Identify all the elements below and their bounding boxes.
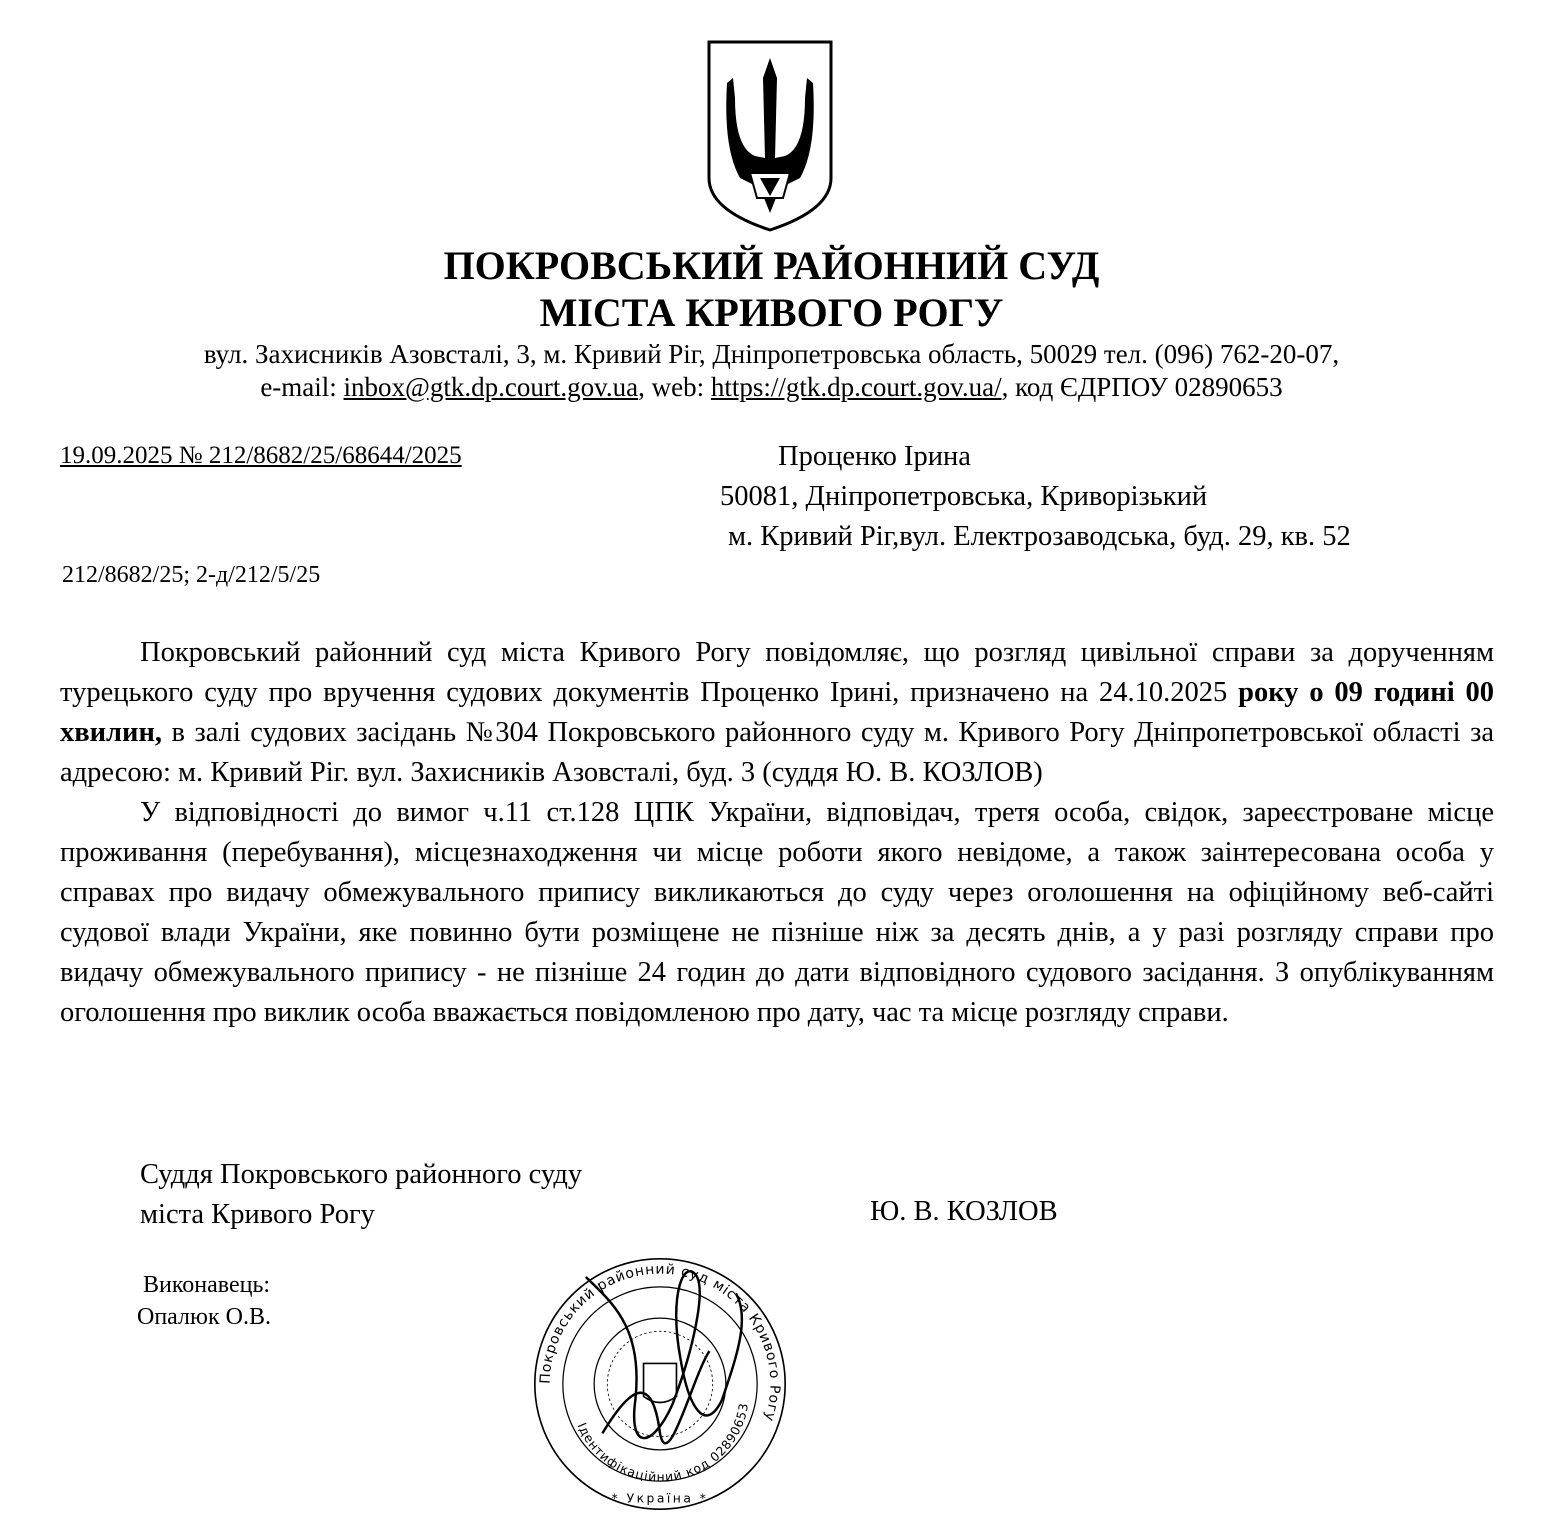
executor-label: Виконавець: [143, 1272, 271, 1298]
executor-name: Опалюк О.В. [137, 1304, 271, 1330]
hearing-text: Покровський районний суд міста Кривого Рогу повідомляє, що розгляд цивільної справи за дорученням турецького суду про вручення судових документів Проценко Ірині, призначено на 24.10.2025 [60, 637, 1494, 708]
case-numbers: 212/8682/25; 2-д/212/5/25 [62, 562, 321, 588]
svg-text:Покровський районний суд міста: Покровський районний суд міста Кривого Рогу [537, 1261, 783, 1424]
paragraph-legal-notice: У відповідності до вимог ч.11 ст.128 ЦПК України, відповідач, третя особа, свідок, зареєстроване місце проживання (перебування), місцезнаходження чи місце роботи якого невідоме, а також заінтересована особа у справах про видачу обмежувального припису викликаються до суду через оголошення на офіційному веб-сайті судової влади України, яке повинно бути розміщене не пізніше ніж за десять днів, а у разі розгляду справи про видачу обмежувального припису - не пізніше 24 годин до дати відповідного судового засідання. З опублікуванням оголошення про виклик особа вважається повідомленою про дату, час та місце розгляду справи. [60, 797, 1494, 1028]
hearing-place: в залі судових засідань №304 Покровського районного суду м. Кривого Рогу Дніпропетровської області за адресою: м. Кривий Ріг. вул. Захисників Азовсталі, буд. 3 (суддя Ю. В. КОЗЛОВ) [60, 717, 1494, 788]
recipient-address: м. Кривий Ріг,вул. Електрозаводська, буд. 29, кв. 52 [728, 521, 1351, 552]
court-name-line1: ПОКРОВСЬКИЙ РАЙОННИЙ СУД [443, 243, 1100, 288]
letter-ref: 19.09.2025 № 212/8682/25/68644/2025 [60, 442, 462, 469]
svg-text:Ідентифікаційний код 02890653: Ідентифікаційний код 02890653 [574, 1401, 752, 1485]
recipient-region: 50081, Дніпропетровська, Криворізький [720, 481, 1208, 512]
web-label: , web: [638, 372, 711, 402]
hearing-time: року о 09 годині 00 хвилин, [60, 677, 1494, 748]
web-link[interactable]: https://gtk.dp.court.gov.ua/ [710, 372, 1002, 402]
paragraph-hearing [60, 633, 1494, 793]
recipient-name: Проценко Ірина [778, 441, 971, 472]
court-name-line2: МІСТА КРИВОГО РОГУ [539, 290, 1004, 335]
court-contacts [0, 371, 1543, 404]
court-address: вул. Захисників Азовсталі, 3, м. Кривий Ріг, Дніпропетровська область, 50029 тел. (096) 762-20-07, [203, 339, 1340, 369]
signer-position-line1: Суддя Покровського районного суду [140, 1159, 583, 1190]
signer-position-line2: міста Кривого Рогу [140, 1199, 375, 1230]
svg-text:* Україна *: * Україна * [611, 1491, 709, 1506]
letter-body [60, 633, 1494, 1033]
signer-name: Ю. В. КОЗЛОВ [870, 1196, 1058, 1227]
coat-of-arms-icon [705, 38, 835, 233]
email-label: e-mail: [260, 372, 344, 402]
email-link[interactable]: inbox@gtk.dp.court.gov.ua [343, 372, 639, 402]
edrpou-code: , код ЄДРПОУ 02890653 [1001, 372, 1283, 402]
court-seal-icon [520, 1244, 800, 1524]
